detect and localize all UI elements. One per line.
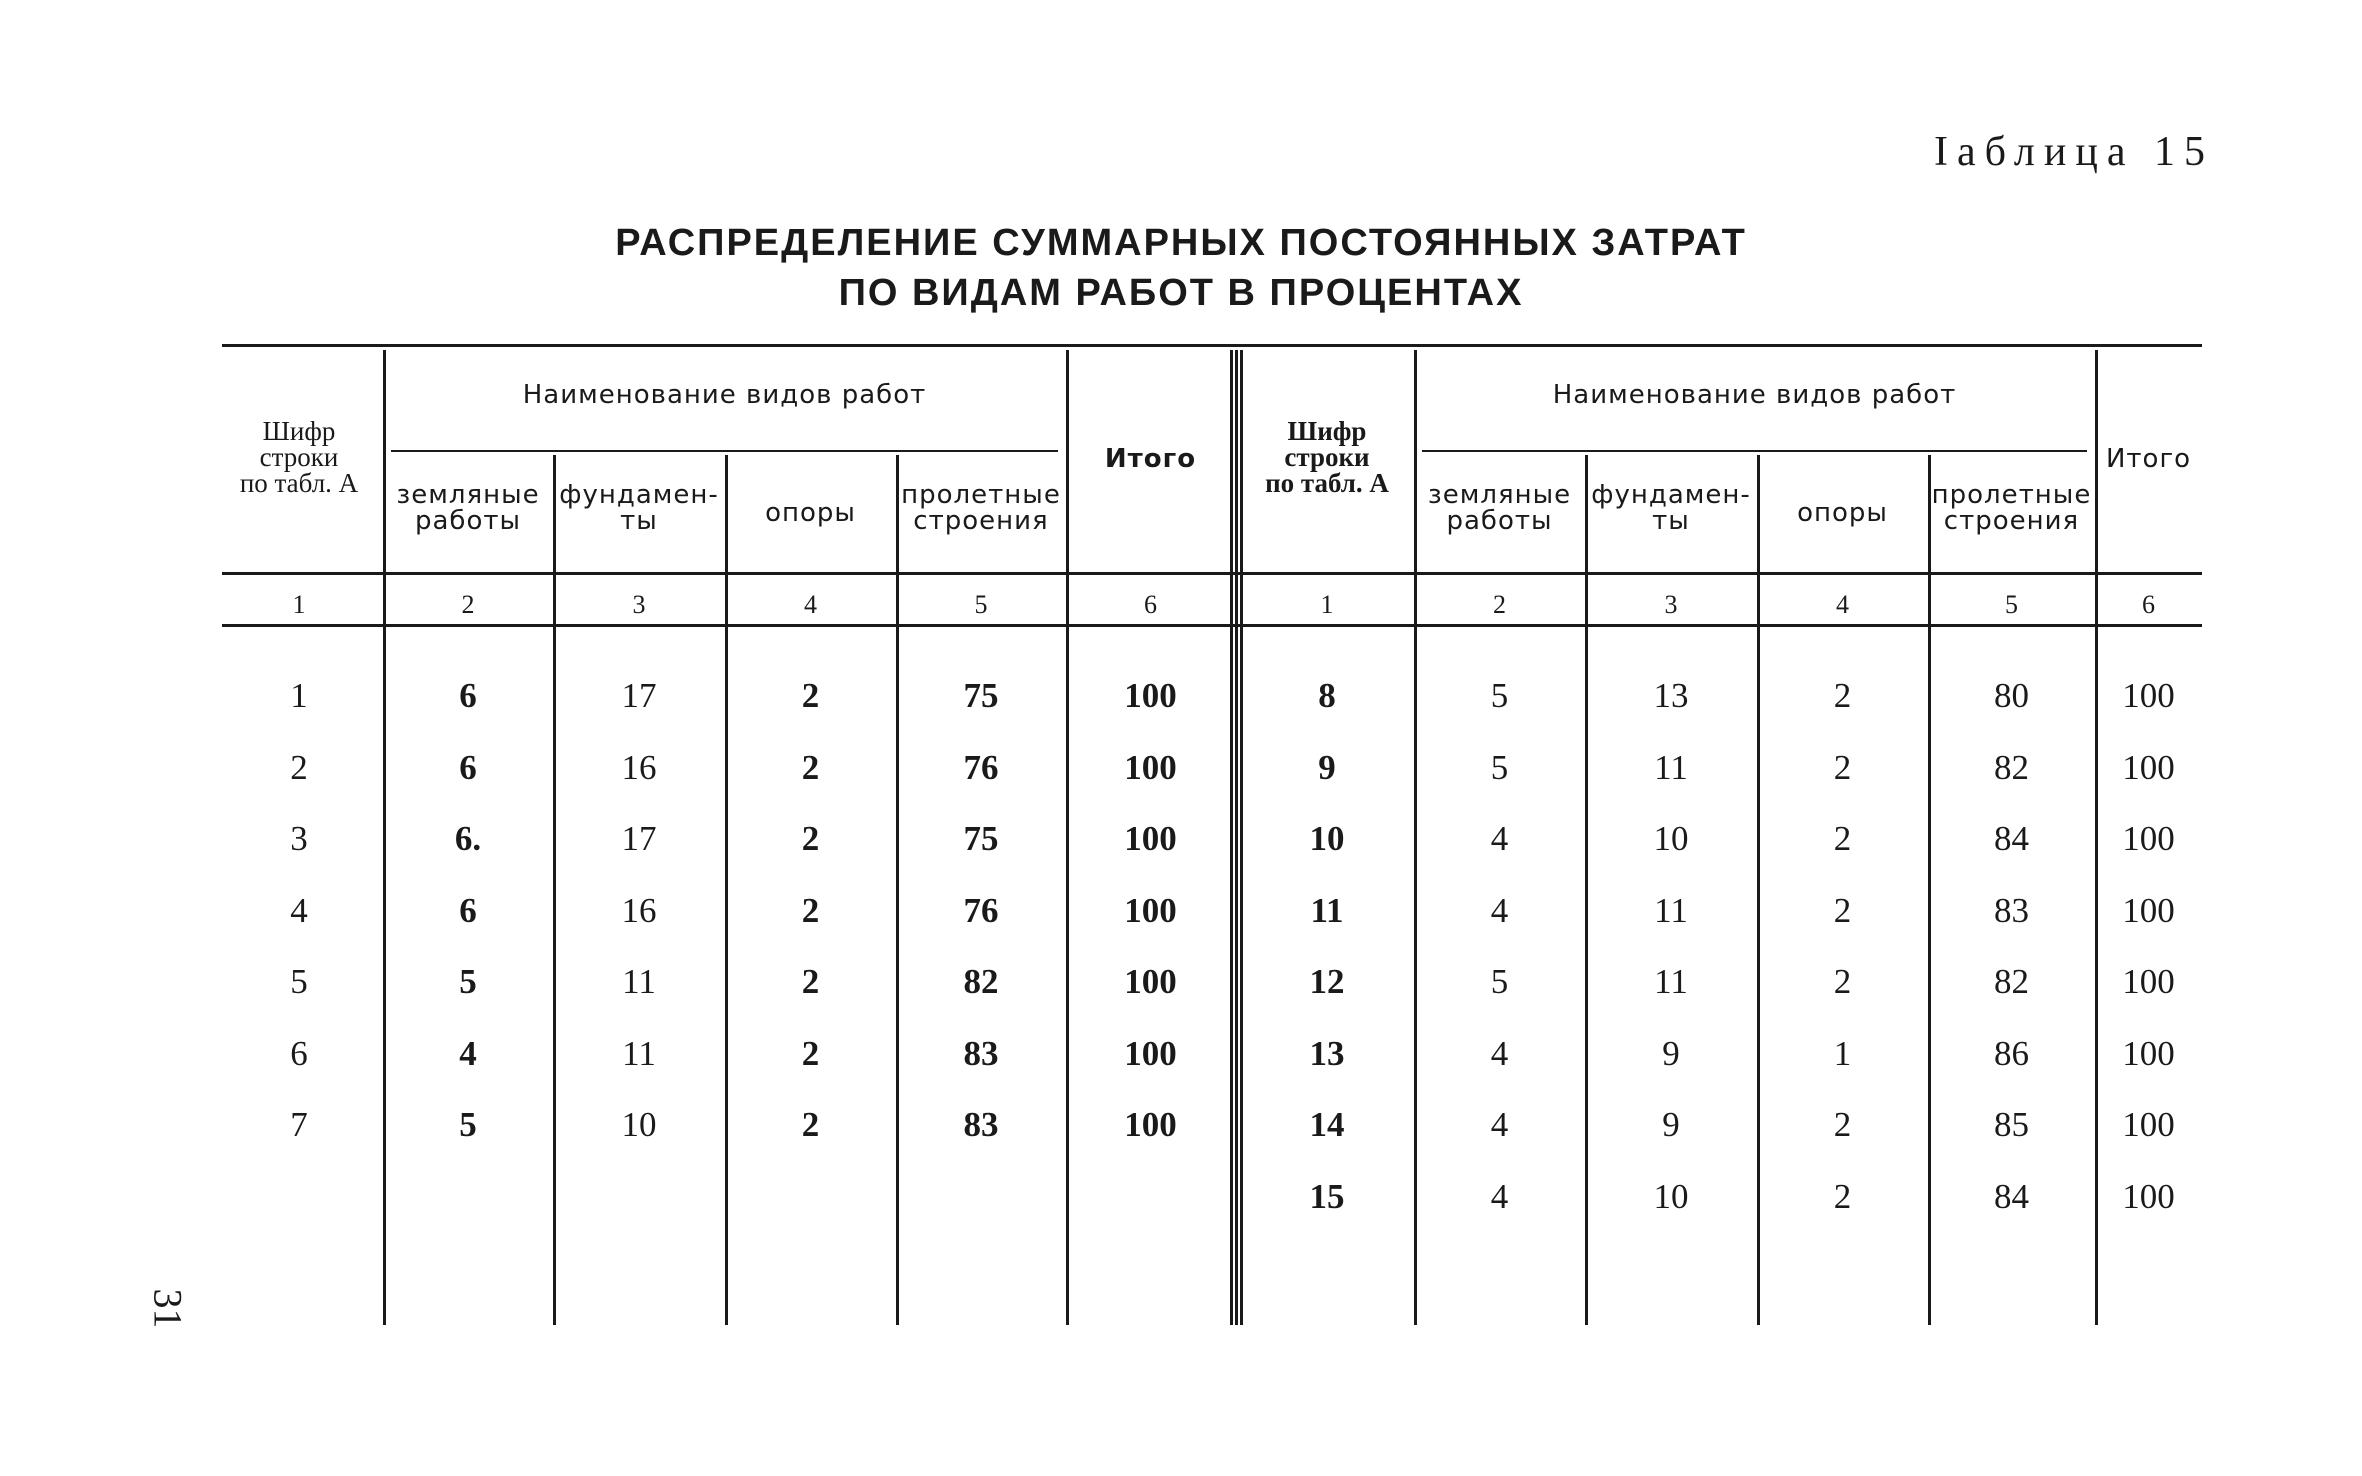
left-header-sub-1: земляные работы xyxy=(396,480,540,536)
table-cell: 100 xyxy=(2122,819,2175,858)
table-cell: 100 xyxy=(1124,676,1177,715)
table-cell: 5 xyxy=(1490,747,1509,787)
table-cell: 80 xyxy=(1994,676,2029,715)
table-cell: 100 xyxy=(1124,1033,1177,1073)
table-cell: 86 xyxy=(1994,1033,2029,1073)
left-header-sub-3: опоры xyxy=(765,498,856,528)
table-cell: 9 xyxy=(1662,1105,1680,1144)
table-cell: 12 xyxy=(1309,962,1345,1001)
table-cell: 13 xyxy=(1309,1033,1345,1073)
table-cell: 100 xyxy=(2122,1176,2175,1216)
table-cell: 2 xyxy=(1833,890,1852,930)
table-top-rule xyxy=(222,344,2202,347)
table-cell: 100 xyxy=(1124,819,1177,858)
table-cell: 5 xyxy=(290,962,308,1001)
table-cell: 2 xyxy=(1833,1105,1852,1144)
table-cell: 82 xyxy=(963,962,999,1001)
table-cell: 10 xyxy=(1653,819,1689,858)
left-col-number-1: 1 xyxy=(292,590,306,619)
table-cell: 82 xyxy=(1994,962,2029,1001)
left-col-number-6: 6 xyxy=(1144,590,1157,619)
table-cell: 100 xyxy=(2122,1033,2175,1073)
table-cell: 100 xyxy=(1124,1105,1177,1144)
table-cell: 17 xyxy=(621,819,657,858)
table-cell: 2 xyxy=(801,747,820,787)
table-cell: 4 xyxy=(1490,1033,1509,1073)
right-col-number-5: 5 xyxy=(2005,590,2018,619)
table-cell: 5 xyxy=(459,1105,477,1144)
table-cell: 6 xyxy=(459,890,477,930)
table-cell: 100 xyxy=(1124,747,1177,787)
table-cell: 75 xyxy=(963,819,999,858)
table-cell: 84 xyxy=(1994,1176,2029,1216)
table-title xyxy=(0,218,2362,318)
table-cell: 8 xyxy=(1318,676,1336,715)
left-header-group: Наименование видов работ xyxy=(522,380,927,410)
left-col-number-5: 5 xyxy=(974,590,988,619)
table-cell: 4 xyxy=(1490,819,1509,858)
table-label: Iаблица 15 xyxy=(1933,129,2214,175)
right-col-number-2: 2 xyxy=(1493,590,1506,619)
right-header-sub-1: земляные работы xyxy=(1427,480,1572,536)
table-cell: 7 xyxy=(290,1105,308,1144)
table-cell: 76 xyxy=(963,747,999,787)
table-cell: 75 xyxy=(963,676,999,715)
title-line-2: ПО ВИДАМ РАБОТ В ПРОЦЕНТАХ xyxy=(838,272,1524,314)
left-header-code: Шифр строки по табл. А xyxy=(239,416,359,498)
table-cell: 2 xyxy=(1833,1176,1852,1216)
header-number-rule xyxy=(222,572,2202,575)
right-col-number-3: 3 xyxy=(1664,590,1678,619)
page-number: 31 xyxy=(145,1288,191,1329)
table-cell: 17 xyxy=(621,676,657,715)
table-cell: 15 xyxy=(1309,1176,1345,1216)
left-col-line-6 xyxy=(1235,350,1238,1325)
table-cell: 6 xyxy=(459,676,477,715)
table-cell: 13 xyxy=(1653,676,1689,715)
table-cell: 4 xyxy=(290,890,308,930)
table-cell: 82 xyxy=(1994,747,2029,787)
table-cell: 9 xyxy=(1318,747,1336,787)
header-bottom-rule xyxy=(222,624,2202,627)
table-cell: 100 xyxy=(2122,890,2175,930)
table-cell: 100 xyxy=(2122,676,2175,715)
table-cell: 2 xyxy=(801,1105,820,1144)
right-header-sub-4: пролетные строения xyxy=(1931,480,2092,536)
table-cell: 6. xyxy=(454,819,482,858)
table-cell: 14 xyxy=(1309,1105,1345,1144)
left-header-sub-4: пролетные строения xyxy=(901,480,1061,536)
title-line-1: РАСПРЕДЕЛЕНИЕ СУММАРНЫХ ПОСТОЯННЫХ ЗАТРАТ xyxy=(615,222,1747,264)
table-cell: 83 xyxy=(963,1105,999,1144)
right-col-number-1: 1 xyxy=(1320,590,1334,619)
table-cell: 10 xyxy=(1653,1176,1689,1216)
table-cell: 5 xyxy=(1490,676,1509,715)
table-cell: 100 xyxy=(1124,890,1177,930)
left-group-rule xyxy=(391,450,1058,452)
table-cell: 6 xyxy=(290,1033,308,1073)
table-cell: 11 xyxy=(1654,890,1688,930)
right-header-sub-3: опоры xyxy=(1797,498,1888,528)
table-cell: 3 xyxy=(290,819,308,858)
left-header-sub-2: фундамен- ты xyxy=(559,480,719,536)
table-cell: 5 xyxy=(1490,962,1509,1001)
right-group-rule xyxy=(1422,450,2087,452)
table-cell: 76 xyxy=(963,890,999,930)
table-cell: 4 xyxy=(1490,890,1509,930)
table-cell: 6 xyxy=(459,747,477,787)
table-cell: 2 xyxy=(1833,819,1852,858)
left-col-number-2: 2 xyxy=(461,590,475,619)
table-cell: 84 xyxy=(1994,819,2029,858)
table-cell: 83 xyxy=(963,1033,999,1073)
table-cell: 5 xyxy=(459,962,477,1001)
right-header-sub-2: фундамен- ты xyxy=(1591,480,1751,536)
table-cell: 11 xyxy=(622,962,656,1001)
left-col-number-4: 4 xyxy=(804,590,817,619)
table-cell: 11 xyxy=(1654,962,1688,1001)
table-cell: 2 xyxy=(801,676,820,715)
table-cell: 2 xyxy=(1833,962,1852,1001)
table-cell: 85 xyxy=(1994,1105,2029,1144)
table-cell: 83 xyxy=(1994,890,2029,930)
table-cell: 1 xyxy=(290,676,308,715)
table-cell: 4 xyxy=(459,1033,477,1073)
right-header-code: Шифр строки по табл. А xyxy=(1265,416,1389,498)
table-cell: 100 xyxy=(2122,747,2175,787)
table-cell: 10 xyxy=(621,1105,657,1144)
right-col-number-4: 4 xyxy=(1836,590,1849,619)
table-cell: 11 xyxy=(622,1033,656,1073)
table-cell: 10 xyxy=(1309,819,1345,858)
table-cell: 100 xyxy=(2122,1105,2175,1144)
halves-separator-a xyxy=(1230,350,1233,1325)
left-header-total: Итого xyxy=(1104,444,1197,474)
table-cell: 4 xyxy=(1490,1176,1509,1216)
table-cell: 100 xyxy=(2122,962,2175,1001)
table-cell: 16 xyxy=(621,890,657,930)
table-cell: 11 xyxy=(1654,747,1688,787)
halves-separator-b xyxy=(1240,350,1243,1325)
table-cell: 1 xyxy=(1833,1033,1852,1073)
table-cell: 2 xyxy=(801,962,820,1001)
left-col-number-3: 3 xyxy=(632,590,646,619)
right-header-total: Итого xyxy=(2105,444,2192,474)
table-cell: 9 xyxy=(1662,1033,1680,1073)
table-cell: 2 xyxy=(801,1033,820,1073)
table-cell: 16 xyxy=(621,747,657,787)
table-cell: 2 xyxy=(1833,676,1852,715)
table-cell: 2 xyxy=(290,747,308,787)
table-cell: 2 xyxy=(1833,747,1852,787)
right-header-group: Наименование видов работ xyxy=(1552,380,1957,410)
table-cell: 2 xyxy=(801,890,820,930)
table-cell: 2 xyxy=(801,819,820,858)
table-cell: 100 xyxy=(1124,962,1177,1001)
right-col-number-6: 6 xyxy=(2142,590,2155,619)
table-cell: 4 xyxy=(1490,1105,1509,1144)
table-cell: 11 xyxy=(1310,890,1344,930)
